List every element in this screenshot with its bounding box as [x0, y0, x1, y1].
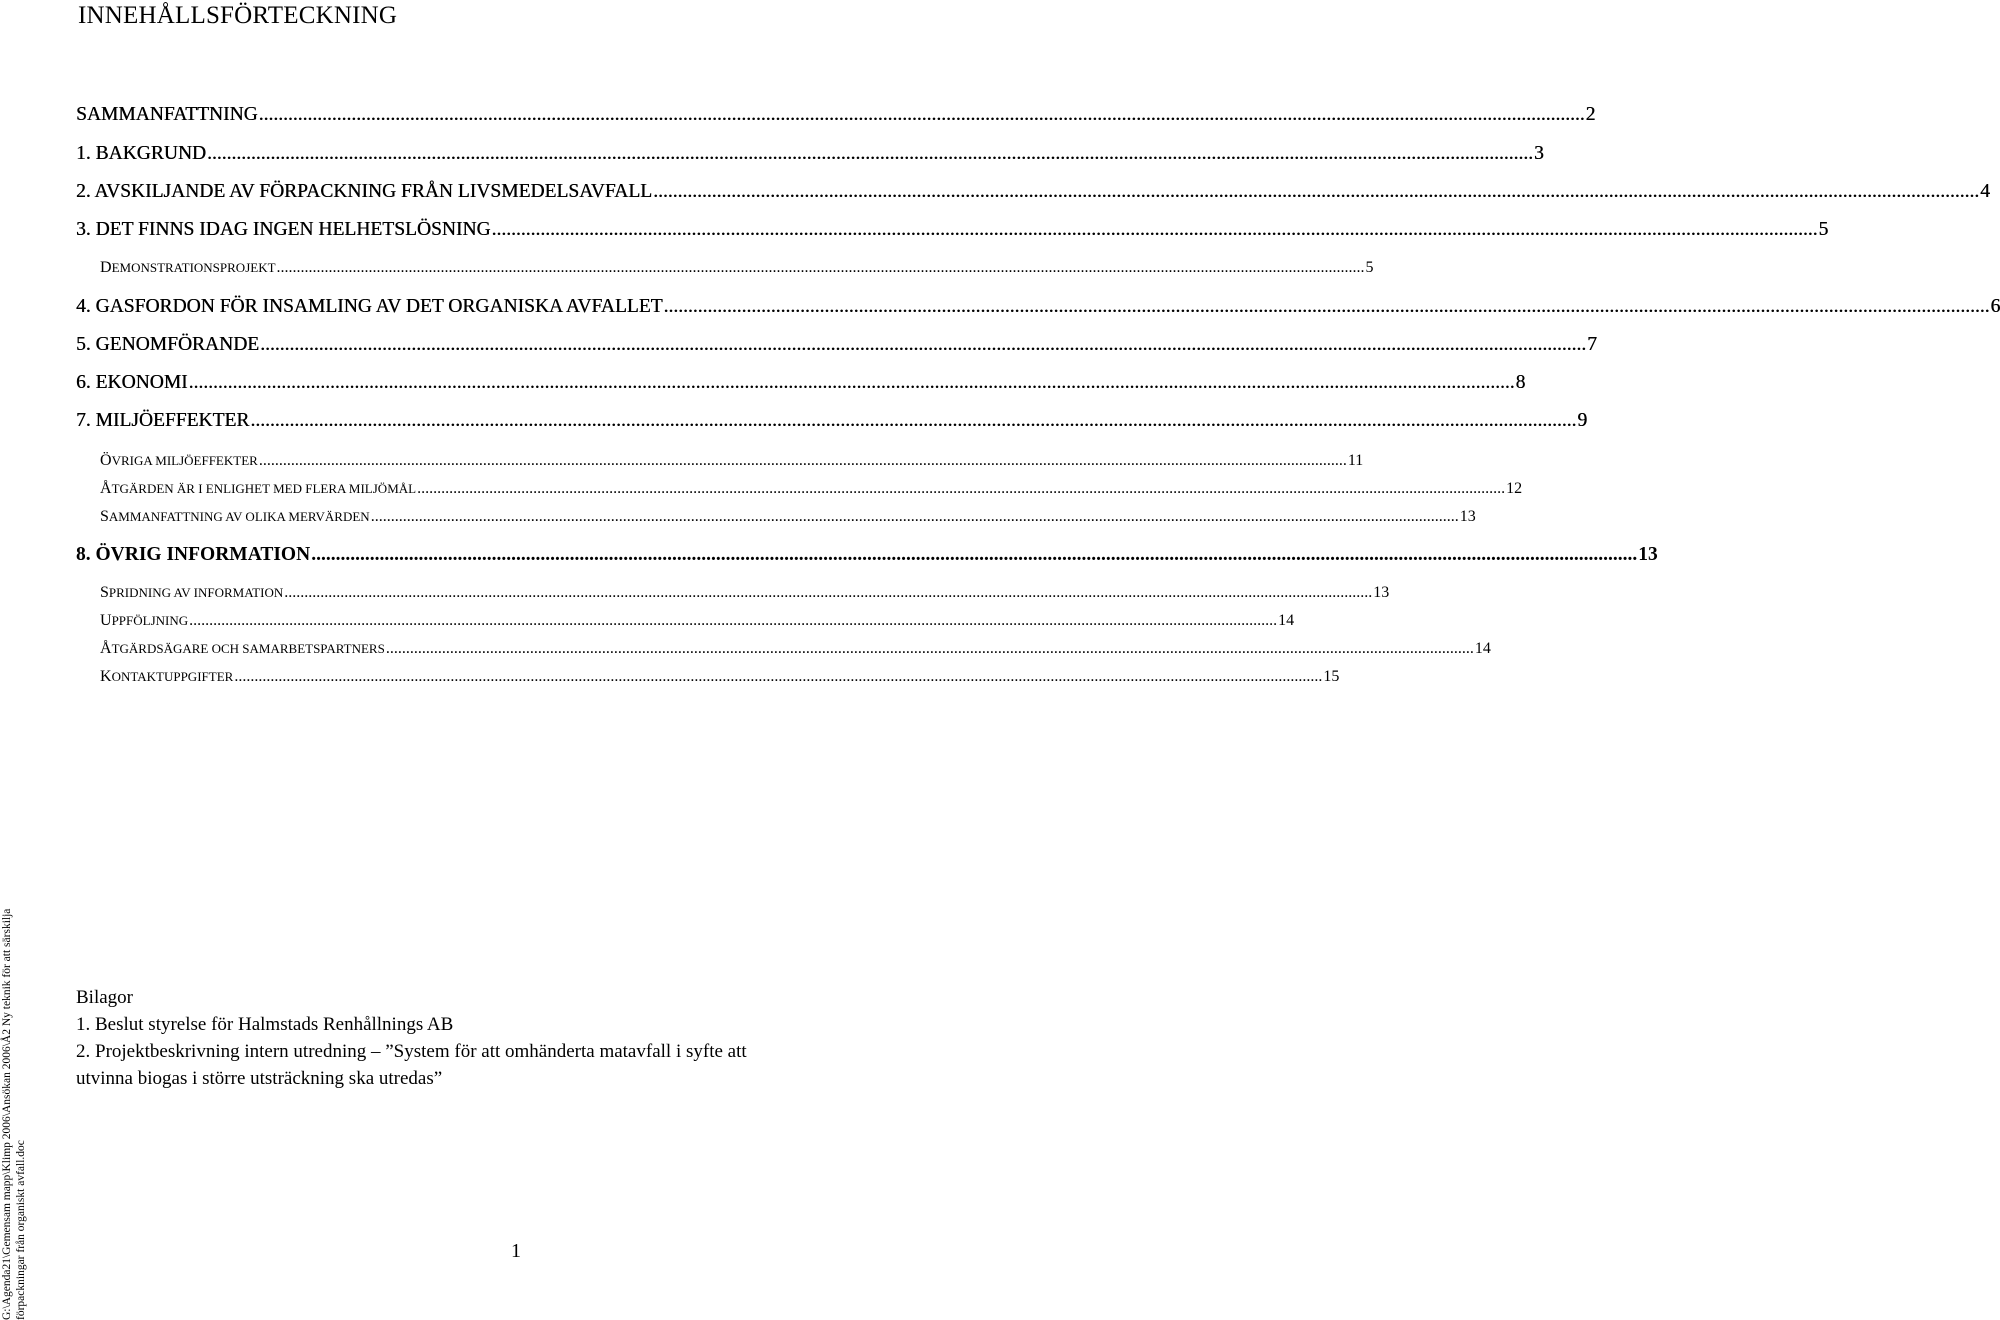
toc-entry[interactable]: [100, 480, 1523, 498]
dot-leader: [259, 452, 1347, 470]
page-title: INNEHÅLLSFÖRTECKNING: [78, 2, 398, 29]
toc-entry-title: 8. ÖVRIG INFORMATION: [76, 544, 311, 565]
toc-entry[interactable]: [76, 143, 1544, 165]
toc-entry-title: ÅTGÄRDSÄGARE OCH SAMARBETSPARTNERS: [100, 640, 385, 657]
toc-entry-title: 4. GASFORDON FÖR INSAMLING AV DET ORGANISKA AVFALLET: [76, 296, 663, 317]
file-path-footer: [0, 890, 40, 1320]
file-path-line-1: G:\Agenda21\Gemensam mapp\Klimp 2006\Ansökan 2006\Å2 Ny teknik för att särskilja: [1, 908, 13, 1320]
toc-entry[interactable]: [100, 612, 1295, 630]
toc-page-number: 14: [1474, 640, 1491, 657]
attachments-title: Bilagor: [76, 987, 133, 1008]
toc-page-number: 15: [1323, 668, 1340, 685]
toc-entry-title: SAMMANFATTNING AV OLIKA MERVÄRDEN: [100, 508, 370, 525]
toc-page-number: 3: [1534, 143, 1544, 164]
attachments-section: [76, 984, 747, 1092]
dot-leader: [277, 259, 1365, 277]
toc-entry[interactable]: [100, 508, 1476, 526]
dot-leader: [207, 143, 1533, 165]
toc-page-number: 13: [1373, 584, 1390, 601]
dot-leader: [234, 668, 1322, 686]
toc-entry[interactable]: [76, 296, 2000, 318]
toc-entry-title: DEMONSTRATIONSPROJEKT: [100, 259, 276, 276]
toc-entry-title: 5. GENOMFÖRANDE: [76, 334, 260, 355]
attachment-item-1: 1. Beslut styrelse för Halmstads Renhållnings AB: [76, 1014, 454, 1035]
dot-leader: [189, 612, 1277, 630]
toc-entry-title: ÅTGÄRDEN ÄR I ENLIGHET MED FLERA MILJÖMÅL: [100, 480, 417, 497]
toc-page-number: 6: [1990, 296, 2000, 317]
toc-entry-title: 7. MILJÖEFFEKTER: [76, 410, 250, 431]
dot-leader: [371, 508, 1459, 526]
toc-page-number: 14: [1278, 612, 1295, 629]
dot-leader: [653, 181, 1979, 203]
dot-leader: [492, 219, 1818, 241]
toc-page-number: 5: [1818, 219, 1829, 240]
toc-entry[interactable]: [100, 668, 1340, 686]
toc-entry-title: SAMMANFATTNING: [76, 104, 258, 125]
toc-entry-title: SPRIDNING AV INFORMATION: [100, 584, 284, 601]
dot-leader: [259, 104, 1585, 126]
toc-page-number: 4: [1980, 181, 1990, 202]
toc-page-number: 13: [1459, 508, 1476, 525]
toc-entry[interactable]: [76, 219, 1829, 241]
dot-leader: [311, 544, 1637, 566]
toc-entry[interactable]: [100, 259, 1374, 277]
toc-entry[interactable]: [76, 544, 1658, 566]
toc-entry-title: 1. BAKGRUND: [76, 143, 207, 164]
toc-page-number: 9: [1577, 410, 1588, 431]
dot-leader: [260, 334, 1586, 356]
toc-page-number: 2: [1585, 104, 1596, 125]
page-number: 1: [511, 1240, 521, 1262]
toc-entry-title: UPPFÖLJNING: [100, 612, 189, 629]
dot-leader: [386, 640, 1474, 658]
toc-entry-title: KONTAKTUPPGIFTER: [100, 668, 234, 685]
dot-leader: [284, 584, 1372, 602]
toc-page-number: 5: [1365, 259, 1374, 276]
dot-leader: [250, 410, 1576, 432]
dot-leader: [189, 372, 1515, 394]
toc-entry-title: 3. DET FINNS IDAG INGEN HELHETSLÖSNING: [76, 219, 491, 240]
toc-entry[interactable]: [76, 372, 1526, 394]
toc-page-number: 8: [1515, 372, 1526, 393]
attachment-item-2: 2. Projektbeskrivning intern utredning – ”System för att omhänderta matavfall i syfte att: [76, 1041, 747, 1062]
toc-entry[interactable]: [100, 584, 1390, 602]
toc-page-number: 7: [1587, 334, 1597, 355]
dot-leader: [417, 480, 1505, 498]
toc-entry[interactable]: [76, 181, 1990, 203]
toc-entry-title: 2. AVSKILJANDE AV FÖRPACKNING FRÅN LIVSMEDELSAVFALL: [76, 181, 653, 202]
toc-page-number: 11: [1347, 452, 1364, 469]
dot-leader: [664, 296, 1990, 318]
attachment-item-2-continued: utvinna biogas i större utsträckning ska utredas”: [76, 1068, 443, 1089]
toc-page-number: 13: [1638, 544, 1658, 565]
toc-entry[interactable]: [100, 640, 1491, 658]
toc-entry[interactable]: [76, 334, 1597, 356]
toc-entry[interactable]: [76, 410, 1588, 432]
toc-entry-title: 6. EKONOMI: [76, 372, 188, 393]
toc-entry-title: ÖVRIGA MILJÖEFFEKTER: [100, 452, 258, 469]
toc-page-number: 12: [1506, 480, 1523, 497]
file-path-line-2: förpackningar från organiskt avfall.doc: [15, 1140, 27, 1320]
toc-entry[interactable]: [76, 104, 1596, 126]
toc-entry[interactable]: [100, 452, 1364, 470]
